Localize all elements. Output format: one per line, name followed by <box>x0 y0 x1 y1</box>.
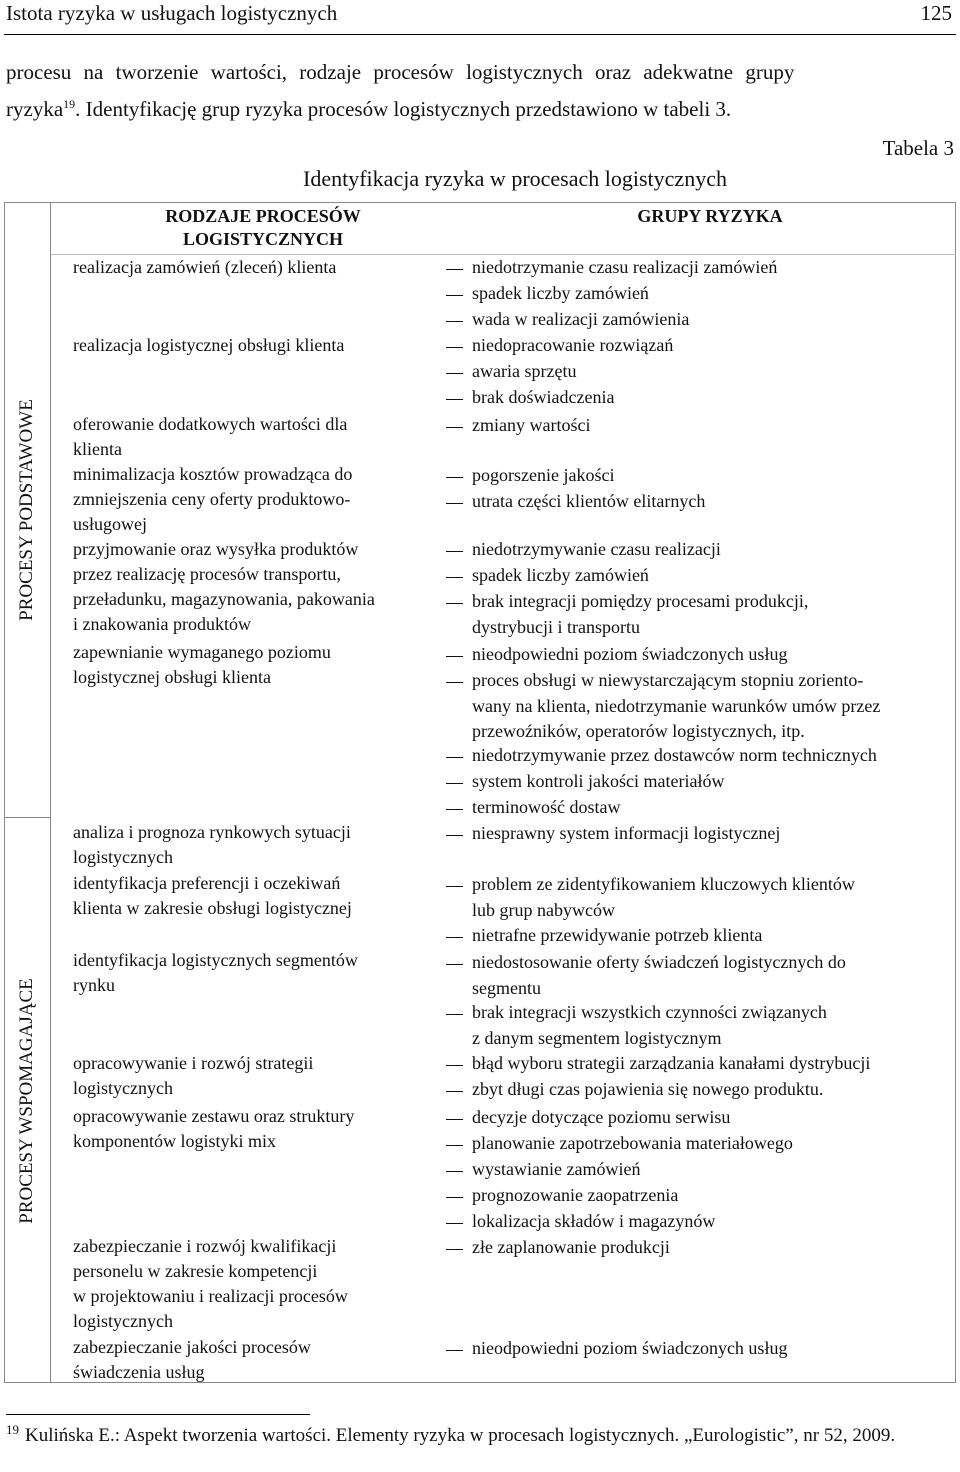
section-label-support-processes: PROCESY WSPOMAGAJĄCE <box>4 818 51 1383</box>
header-rule <box>4 34 956 35</box>
dash-bullet <box>446 503 463 504</box>
column-header-risk-groups: GRUPY RYZYKA <box>637 206 783 226</box>
risk-item: pogorszenie jakości <box>472 465 615 485</box>
dash-bullet <box>446 1171 463 1172</box>
risk-item: nieodpowiedni poziom świadczonych usług <box>472 644 788 664</box>
section-label-basic-processes: PROCESY PODSTAWOWE <box>4 202 51 818</box>
footnote-reference[interactable]: 19 <box>63 97 76 111</box>
process-item: realizacja zamówień (zleceń) klienta <box>73 257 337 277</box>
risk-item: awaria sprzętu <box>472 361 577 381</box>
dash-bullet <box>446 477 463 478</box>
risk-item: spadek liczby zamówień <box>472 283 649 303</box>
risk-item: niesprawny system informacji logistycznej <box>472 823 781 843</box>
risk-item: proces obsługi w niewystarczającym stopniu zoriento- wany na klienta, niedotrzymanie warunków umów przez przewoźników, operatorów logistycznych, itp. <box>472 670 881 742</box>
risk-item: błąd wyboru strategii zarządzania kanałami dystrybucji <box>472 1053 871 1073</box>
footnote: $^{19}$ Kulińska E.: Aspekt tworzenia wartości. Elementy ryzyka w procesach logistycznych. „Eurologistic”, nr 52, 2009. <box>6 1421 896 1446</box>
table-number: Tabela 3 <box>882 136 954 160</box>
dash-bullet <box>446 1065 463 1066</box>
risk-item: wada w realizacji zamówienia <box>472 309 690 329</box>
dash-bullet <box>446 1197 463 1198</box>
risk-item: brak doświadczenia <box>472 387 615 407</box>
process-item: minimalizacja kosztów prowadząca do zmniejszenia ceny oferty produktowo- usługowej <box>73 464 353 534</box>
dash-bullet <box>446 399 463 400</box>
risk-item: terminowość dostaw <box>472 797 621 817</box>
risk-item: lokalizacja składów i magazynów <box>472 1211 716 1231</box>
process-item: identyfikacja preferencji i oczekiwań klienta w zakresie obsługi logistycznej <box>73 873 352 918</box>
dash-bullet <box>446 1249 463 1250</box>
dash-bullet <box>446 603 463 604</box>
process-item: przyjmowanie oraz wysyłka produktów przez realizację procesów transportu, przeładunku, magazynowania, pakowania i znakowania produktów <box>73 539 375 634</box>
dash-bullet <box>446 1014 463 1015</box>
risk-item: prognozowanie zaopatrzenia <box>472 1185 679 1205</box>
dash-bullet <box>446 295 463 296</box>
body-text-line: ryzyka$^{19}$. Identyfikację grup ryzyka procesów logistycznych przedstawiono w tabeli 3. <box>6 97 732 121</box>
dash-bullet <box>446 682 463 683</box>
dash-bullet <box>446 373 463 374</box>
dash-bullet <box>446 577 463 578</box>
risk-item: niedotrzymanie czasu realizacji zamówień <box>472 257 778 277</box>
process-item: analiza i prognoza rynkowych sytuacji logistycznych <box>73 822 351 867</box>
dash-bullet <box>446 656 463 657</box>
dash-bullet <box>446 1350 463 1351</box>
running-header-title: Istota ryzyka w usługach logistycznych <box>6 1 338 25</box>
risk-item: brak integracji pomiędzy procesami produkcji, dystrybucji i transportu <box>472 591 809 637</box>
dash-bullet <box>446 809 463 810</box>
dash-bullet <box>446 1223 463 1224</box>
risk-item: wystawianie zamówień <box>472 1159 641 1179</box>
risk-item: problem ze zidentyfikowaniem kluczowych klientów lub grup nabywców <box>472 874 855 920</box>
risk-item: nieodpowiedni poziom świadczonych usług <box>472 1338 788 1358</box>
process-item: opracowywanie i rozwój strategii logistycznych <box>73 1053 314 1098</box>
page-number: 125 <box>920 1 952 25</box>
risk-item: nietrafne przewidywanie potrzeb klienta <box>472 925 763 945</box>
dash-bullet <box>446 269 463 270</box>
dash-bullet <box>446 427 463 428</box>
dash-bullet <box>446 886 463 887</box>
dash-bullet <box>446 321 463 322</box>
risk-item: niedostosowanie oferty świadczeń logistycznych do segmentu <box>472 952 846 998</box>
process-item: zapewnianie wymaganego poziomu logistycznej obsługi klienta <box>73 642 331 687</box>
risk-item: system kontroli jakości materiałów <box>472 771 725 791</box>
risk-item: planowanie zapotrzebowania materiałowego <box>472 1133 793 1153</box>
risk-item: zmiany wartości <box>472 415 591 435</box>
risk-item: niedotrzymywanie czasu realizacji <box>472 539 721 559</box>
process-item: oferowanie dodatkowych wartości dla klienta <box>73 414 348 459</box>
risk-item: spadek liczby zamówień <box>472 565 649 585</box>
process-item: zabezpieczanie i rozwój kwalifikacji personelu w zakresie kompetencji w projektowaniu i realizacji procesów logistycznych <box>73 1236 348 1331</box>
risk-item: niedopracowanie rozwiązań <box>472 335 674 355</box>
risk-item: niedotrzymywanie przez dostawców norm technicznych <box>472 745 877 765</box>
dash-bullet <box>446 937 463 938</box>
dash-bullet <box>446 835 463 836</box>
risk-item: decyzje dotyczące poziomu serwisu <box>472 1107 731 1127</box>
body-text-line: procesu na tworzenie wartości, rodzaje procesów logistycznych oraz adekwatne grupy <box>6 60 795 84</box>
dash-bullet <box>446 964 463 965</box>
risk-item: zbyt długi czas pojawienia się nowego produktu. <box>472 1079 824 1099</box>
process-item: zabezpieczanie jakości procesów świadczenia usług <box>73 1337 311 1382</box>
dash-bullet <box>446 1145 463 1146</box>
process-item: opracowywanie zestawu oraz struktury komponentów logistyki mix <box>73 1106 355 1151</box>
column-header-process-types: RODZAJE PROCESÓW LOGISTYCZNYCH <box>165 206 361 249</box>
process-item: realizacja logistycznej obsługi klienta <box>73 335 345 355</box>
table-title: Identyfikacja ryzyka w procesach logistycznych <box>303 166 727 191</box>
risk-item: brak integracji wszystkich czynności związanych z danym segmentem logistycznym <box>472 1002 827 1048</box>
risk-item: złe zaplanowanie produkcji <box>472 1237 670 1257</box>
dash-bullet <box>446 1091 463 1092</box>
dash-bullet <box>446 1119 463 1120</box>
dash-bullet <box>446 757 463 758</box>
risk-item: utrata części klientów elitarnych <box>472 491 706 511</box>
dash-bullet <box>446 347 463 348</box>
dash-bullet <box>446 551 463 552</box>
process-item: identyfikacja logistycznych segmentów rynku <box>73 950 358 995</box>
dash-bullet <box>446 783 463 784</box>
footnote-rule <box>6 1414 310 1415</box>
